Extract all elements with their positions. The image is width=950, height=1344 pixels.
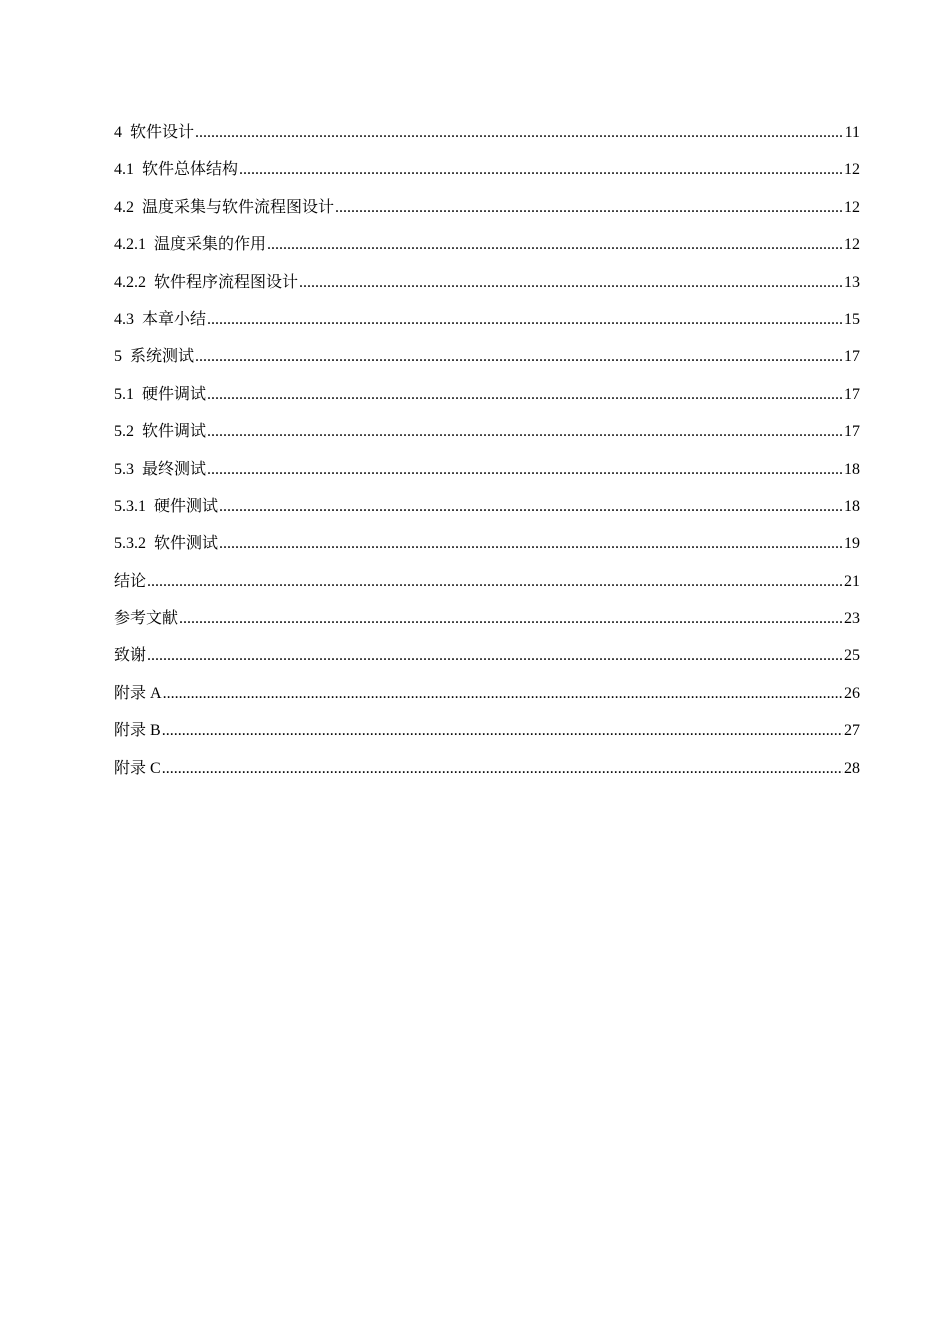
toc-entry-page: 12: [844, 161, 860, 179]
toc-entry-number: 5.3.1: [114, 497, 154, 515]
toc-entry-title: 致谢: [114, 647, 147, 665]
toc-entry-title: 附录 B: [114, 722, 161, 740]
toc-dot-leader: [239, 157, 843, 183]
toc-entry-page: 12: [844, 236, 860, 254]
toc-entry-page: 21: [844, 572, 860, 590]
toc-entry-page: 28: [844, 759, 860, 777]
toc-dot-leader: [162, 756, 843, 782]
toc-entry-5-3-2[interactable]: [114, 531, 860, 568]
toc-entry-title: 参考文献: [114, 610, 179, 628]
toc-dot-leader: [335, 195, 843, 221]
toc-entry-5-1[interactable]: [114, 382, 860, 419]
toc-entry-title: 本章小结: [142, 310, 207, 328]
toc-entry-number: 4.1: [114, 161, 142, 179]
toc-dot-leader: [163, 681, 843, 707]
toc-entry-appendix-b[interactable]: [114, 718, 860, 755]
toc-dot-leader: [162, 718, 843, 744]
toc-entry-page: 12: [844, 198, 860, 216]
toc-entry-title: 附录 C: [114, 759, 161, 777]
toc-entry-page: 18: [844, 497, 860, 515]
toc-entry-5-2[interactable]: [114, 419, 860, 456]
toc-entry-title: 硬件测试: [154, 497, 219, 515]
toc-entry-page: 19: [844, 535, 860, 553]
toc-entry-4-1[interactable]: [114, 157, 860, 194]
toc-dot-leader: [179, 606, 843, 632]
toc-entry-5-3-1[interactable]: [114, 494, 860, 531]
toc-entry-title: 软件设计: [130, 124, 195, 141]
toc-dot-leader: [195, 120, 844, 146]
toc-entry-4-3[interactable]: [114, 307, 860, 344]
toc-entry-page: 23: [844, 610, 860, 628]
toc-entry-number: 5.1: [114, 385, 142, 403]
toc-entry-title: 附录 A: [114, 684, 162, 702]
toc-entry-4-2-1[interactable]: [114, 232, 860, 269]
toc-entry-page: 13: [844, 273, 860, 291]
toc-entry-title: 最终测试: [142, 460, 207, 478]
toc-entry-page: 18: [844, 460, 860, 478]
toc-entry-5[interactable]: [114, 344, 860, 381]
toc-entry-appendix-a[interactable]: [114, 681, 860, 718]
toc-entry-number: 4: [114, 124, 130, 141]
toc-entry-title: 软件测试: [154, 535, 219, 553]
toc-entry-title: 温度采集与软件流程图设计: [142, 198, 335, 216]
toc-dot-leader: [207, 419, 843, 445]
toc-entry-5-3[interactable]: [114, 457, 860, 494]
toc-entry-4-2-2[interactable]: [114, 270, 860, 307]
toc-entry-conclusion[interactable]: [114, 569, 860, 606]
table-of-contents: [114, 120, 860, 793]
toc-entry-appendix-c[interactable]: [114, 756, 860, 793]
toc-entry-number: 4.2.1: [114, 236, 154, 254]
toc-entry-number: 5: [114, 348, 130, 366]
toc-entry-acknowledgements[interactable]: [114, 643, 860, 680]
toc-entry-title: 软件程序流程图设计: [154, 273, 299, 291]
toc-dot-leader: [147, 569, 843, 595]
toc-dot-leader: [219, 531, 843, 557]
toc-entry-title: 系统测试: [130, 348, 195, 366]
toc-entry-number: 4.3: [114, 310, 142, 328]
toc-entry-number: 5.3.2: [114, 535, 154, 553]
toc-entry-page: 11: [844, 124, 860, 141]
toc-entry-number: 5.3: [114, 460, 142, 478]
toc-entry-4-2[interactable]: [114, 195, 860, 232]
toc-entry-page: 25: [844, 647, 860, 665]
toc-entry-number: 5.2: [114, 423, 142, 441]
toc-entry-title: 硬件调试: [142, 385, 207, 403]
toc-entry-title: 软件调试: [142, 423, 207, 441]
toc-entry-title: 结论: [114, 572, 147, 590]
toc-entry-page: 27: [844, 722, 860, 740]
toc-entry-page: 17: [844, 385, 860, 403]
toc-dot-leader: [207, 307, 843, 333]
toc-entry-references[interactable]: [114, 606, 860, 643]
toc-dot-leader: [195, 344, 843, 370]
toc-dot-leader: [299, 270, 843, 296]
toc-entry-page: 17: [844, 348, 860, 366]
toc-entry-title: 温度采集的作用: [154, 236, 267, 254]
toc-entry-number: 4.2.2: [114, 273, 154, 291]
toc-dot-leader: [219, 494, 843, 520]
toc-dot-leader: [147, 643, 843, 669]
toc-entry-number: 4.2: [114, 198, 142, 216]
toc-dot-leader: [207, 457, 843, 483]
toc-entry-title: 软件总体结构: [142, 161, 239, 179]
toc-entry-page: 26: [844, 684, 860, 702]
toc-entry-4[interactable]: [114, 120, 860, 157]
toc-dot-leader: [267, 232, 843, 258]
toc-entry-page: 17: [844, 423, 860, 441]
toc-entry-page: 15: [844, 310, 860, 328]
toc-dot-leader: [207, 382, 843, 408]
